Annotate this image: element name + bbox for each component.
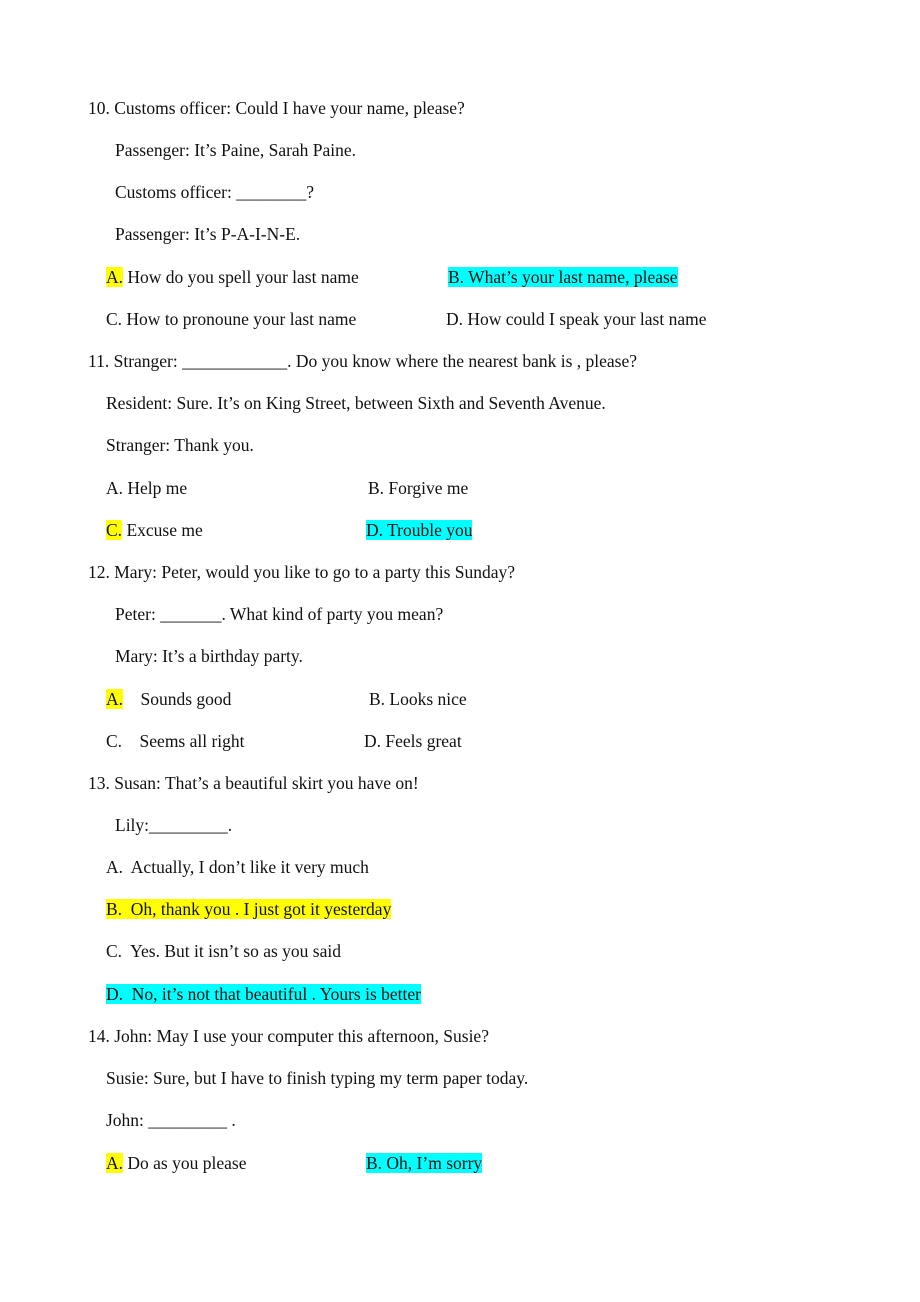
question-13-option-d bbox=[106, 984, 421, 1005]
option-a-text: Do as you please bbox=[123, 1153, 247, 1173]
question-11-option-d bbox=[366, 520, 472, 541]
question-11-option-c bbox=[106, 520, 203, 541]
question-11-prompt: 11. Stranger: ____________. Do you know where the nearest bank is , please? bbox=[88, 351, 638, 371]
question-12-option-d: D. Feels great bbox=[364, 731, 462, 751]
question-11-option-a: A. Help me bbox=[106, 478, 188, 498]
question-10-option-a bbox=[106, 267, 359, 288]
question-12-option-b: B. Looks nice bbox=[369, 689, 467, 709]
option-b-highlight: B. Oh, thank you . I just got it yesterday bbox=[106, 899, 392, 919]
question-13-line-2: Lily:_________. bbox=[115, 815, 233, 835]
question-10-prompt: 10. Customs officer: Could I have your name, please? bbox=[88, 98, 465, 118]
question-14-line-2: Susie: Sure, but I have to finish typing my term paper today. bbox=[106, 1068, 529, 1088]
option-a-text: How do you spell your last name bbox=[123, 267, 359, 287]
option-a-letter-highlight: A. bbox=[106, 267, 124, 287]
question-10-line-4: Passenger: It’s P-A-I-N-E. bbox=[115, 224, 301, 244]
question-14-option-b bbox=[366, 1153, 482, 1174]
option-b-highlight: B. What’s your last name, please bbox=[448, 267, 678, 287]
question-12-option-a bbox=[106, 689, 231, 710]
question-13-option-c: C. Yes. But it isn’t so as you said bbox=[106, 941, 341, 961]
question-10-line-3: Customs officer: ________? bbox=[115, 182, 314, 202]
option-c-letter-highlight: C. bbox=[106, 520, 123, 540]
question-10-option-c: C. How to pronoune your last name bbox=[106, 309, 357, 329]
question-14-line-3: John: _________ . bbox=[106, 1110, 236, 1130]
question-12-option-c: C. Seems all right bbox=[106, 731, 245, 751]
option-a-letter-highlight: A. bbox=[106, 1153, 124, 1173]
question-11-line-2: Resident: Sure. It’s on King Street, between Sixth and Seventh Avenue. bbox=[106, 393, 606, 413]
question-11-option-b: B. Forgive me bbox=[368, 478, 469, 498]
question-14-prompt: 14. John: May I use your computer this afternoon, Susie? bbox=[88, 1026, 489, 1046]
option-c-text: Excuse me bbox=[122, 520, 203, 540]
question-11-line-3: Stranger: Thank you. bbox=[106, 435, 254, 455]
question-12-line-2: Peter: _______. What kind of party you mean? bbox=[115, 604, 444, 624]
question-13-option-b bbox=[106, 899, 391, 920]
option-a-letter-highlight: A. bbox=[106, 689, 124, 709]
option-b-highlight: B. Oh, I’m sorry bbox=[366, 1153, 483, 1173]
question-10-line-2: Passenger: It’s Paine, Sarah Paine. bbox=[115, 140, 357, 160]
question-10-option-d: D. How could I speak your last name bbox=[446, 309, 707, 329]
question-12-prompt: 12. Mary: Peter, would you like to go to a party this Sunday? bbox=[88, 562, 516, 582]
option-d-highlight: D. No, it’s not that beautiful . Yours is better bbox=[106, 984, 421, 1004]
option-d-highlight: D. Trouble you bbox=[366, 520, 473, 540]
option-a-text: Sounds good bbox=[123, 689, 232, 709]
question-14-option-a bbox=[106, 1153, 246, 1174]
question-10-option-b bbox=[448, 267, 678, 288]
question-13-prompt: 13. Susan: That’s a beautiful skirt you have on! bbox=[88, 773, 419, 793]
question-13-option-a: A. Actually, I don’t like it very much bbox=[106, 857, 369, 877]
question-12-line-3: Mary: It’s a birthday party. bbox=[115, 646, 303, 666]
